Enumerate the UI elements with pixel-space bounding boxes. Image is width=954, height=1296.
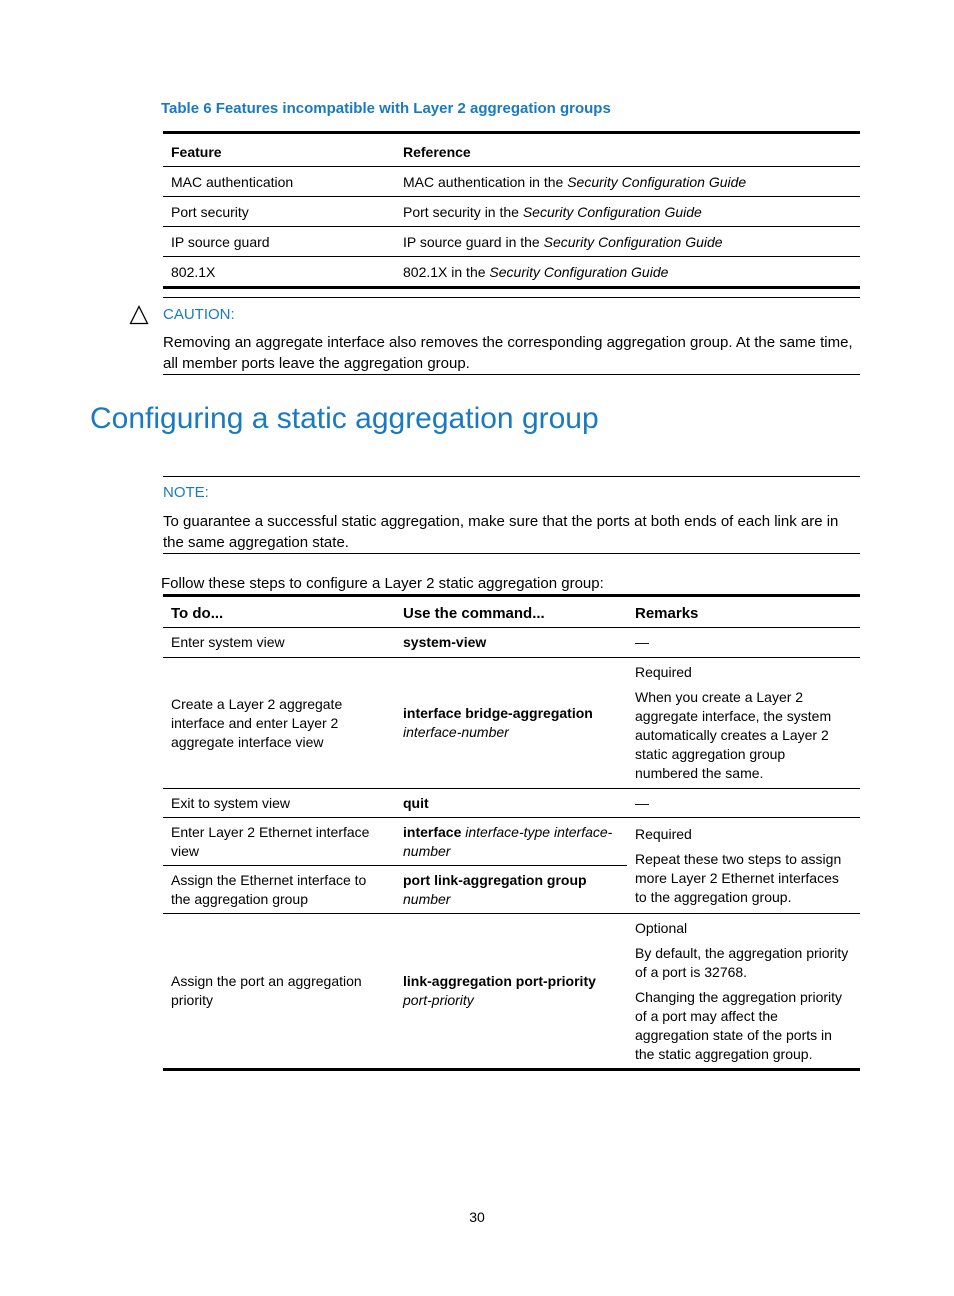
- remark-line: Required: [635, 664, 692, 680]
- guide-name: Security Configuration Guide: [543, 233, 723, 250]
- column-header-todo: To do...: [163, 596, 395, 628]
- command-keyword: interface: [403, 823, 462, 840]
- command-cell: [395, 789, 627, 818]
- note-bottom-rule: [163, 553, 860, 554]
- command-argument: number: [403, 890, 451, 907]
- caution-top-rule: [163, 297, 860, 298]
- caution-label: CAUTION:: [163, 306, 235, 323]
- table-row: [163, 818, 860, 866]
- guide-name: Security Configuration Guide: [522, 203, 702, 220]
- steps-table: [163, 594, 860, 1071]
- command-cell: [395, 914, 627, 1070]
- reference-text: IP source guard in the: [403, 233, 544, 250]
- reference-text: MAC authentication in the: [403, 173, 568, 190]
- feature-cell: Port security: [163, 197, 395, 227]
- page-number: 30: [469, 1209, 485, 1225]
- remark-line: —: [635, 634, 649, 650]
- column-header-reference: Reference: [395, 133, 860, 167]
- table-row: [163, 914, 860, 1070]
- command-argument: interface-number: [403, 724, 509, 740]
- table-row: [163, 167, 860, 197]
- table-header-row: [163, 133, 860, 167]
- table-caption: Table 6 Features incompatible with Layer 2 aggregation groups: [161, 100, 611, 117]
- remark-line: By default, the aggregation priority of a port is 32768.: [635, 944, 849, 980]
- remark-line: Required: [635, 825, 692, 842]
- table-row: [163, 628, 860, 658]
- command-cell: [395, 866, 627, 914]
- command-argument: interface-type interface-number: [403, 823, 613, 859]
- remarks-cell: [627, 658, 860, 789]
- reference-text: Port security in the: [403, 203, 523, 220]
- table-row: [163, 257, 860, 288]
- feature-cell: 802.1X: [163, 257, 395, 288]
- reference-cell: [395, 197, 860, 227]
- guide-name: Security Configuration Guide: [567, 173, 747, 190]
- todo-cell: Enter system view: [163, 628, 395, 658]
- note-label: NOTE:: [163, 484, 209, 501]
- column-header-feature: Feature: [163, 133, 395, 167]
- feature-cell: IP source guard: [163, 227, 395, 257]
- remark-line: Repeat these two steps to assign more Layer 2 Ethernet interfaces to the aggregation group.: [635, 850, 842, 905]
- todo-cell: Assign the Ethernet interface to the aggregation group: [163, 866, 395, 914]
- command-keyword: system-view: [403, 634, 487, 650]
- command-cell: [395, 628, 627, 658]
- warning-triangle-icon: [129, 305, 149, 325]
- table-row: [163, 789, 860, 818]
- reference-cell: [395, 167, 860, 197]
- command-argument: port-priority: [403, 992, 474, 1008]
- remark-line: Changing the aggregation priority of a port may affect the aggregation state of the ports in the static aggregation group.: [635, 988, 843, 1062]
- caution-bottom-rule: [163, 374, 860, 375]
- table-row: [163, 658, 860, 789]
- command-cell: [395, 818, 627, 866]
- remarks-cell: [627, 914, 860, 1070]
- column-header-remarks: Remarks: [627, 596, 860, 628]
- command-keyword: port link-aggregation group: [403, 871, 587, 888]
- remark-line: When you create a Layer 2 aggregate interface, the system automatically creates a Layer 2 static aggregation group numbered the same.: [635, 689, 832, 781]
- note-text: To guarantee a successful static aggregation, make sure that the ports at both ends of each link are in the same aggregation state.: [163, 513, 839, 551]
- features-table: [163, 131, 860, 289]
- reference-cell: [395, 257, 860, 288]
- reference-text: 802.1X in the: [403, 263, 490, 280]
- remarks-cell: [627, 789, 860, 818]
- column-header-command: Use the command...: [395, 596, 627, 628]
- section-heading: Configuring a static aggregation group: [90, 402, 599, 435]
- todo-cell: Assign the port an aggregation priority: [163, 914, 395, 1070]
- command-keyword: link-aggregation port-priority: [403, 973, 596, 989]
- reference-cell: [395, 227, 860, 257]
- remarks-cell: [627, 818, 860, 914]
- todo-cell: Exit to system view: [163, 789, 395, 818]
- command-cell: [395, 658, 627, 789]
- todo-cell: Create a Layer 2 aggregate interface and enter Layer 2 aggregate interface view: [163, 658, 395, 789]
- command-keyword: quit: [403, 794, 429, 811]
- table-row: [163, 227, 860, 257]
- table-row: [163, 197, 860, 227]
- table-header-row: [163, 596, 860, 628]
- remarks-cell: [627, 628, 860, 658]
- steps-intro: Follow these steps to configure a Layer 2 static aggregation group:: [161, 575, 604, 592]
- caution-text: Removing an aggregate interface also removes the corresponding aggregation group. At the same time, all member ports leave the aggregation group.: [163, 334, 853, 372]
- note-top-rule: [163, 476, 860, 477]
- feature-cell: MAC authentication: [163, 167, 395, 197]
- command-keyword: interface bridge-aggregation: [403, 705, 593, 721]
- guide-name: Security Configuration Guide: [489, 263, 669, 280]
- remark-line: Optional: [635, 919, 688, 936]
- remark-line: —: [635, 794, 649, 811]
- todo-cell: Enter Layer 2 Ethernet interface view: [163, 818, 395, 866]
